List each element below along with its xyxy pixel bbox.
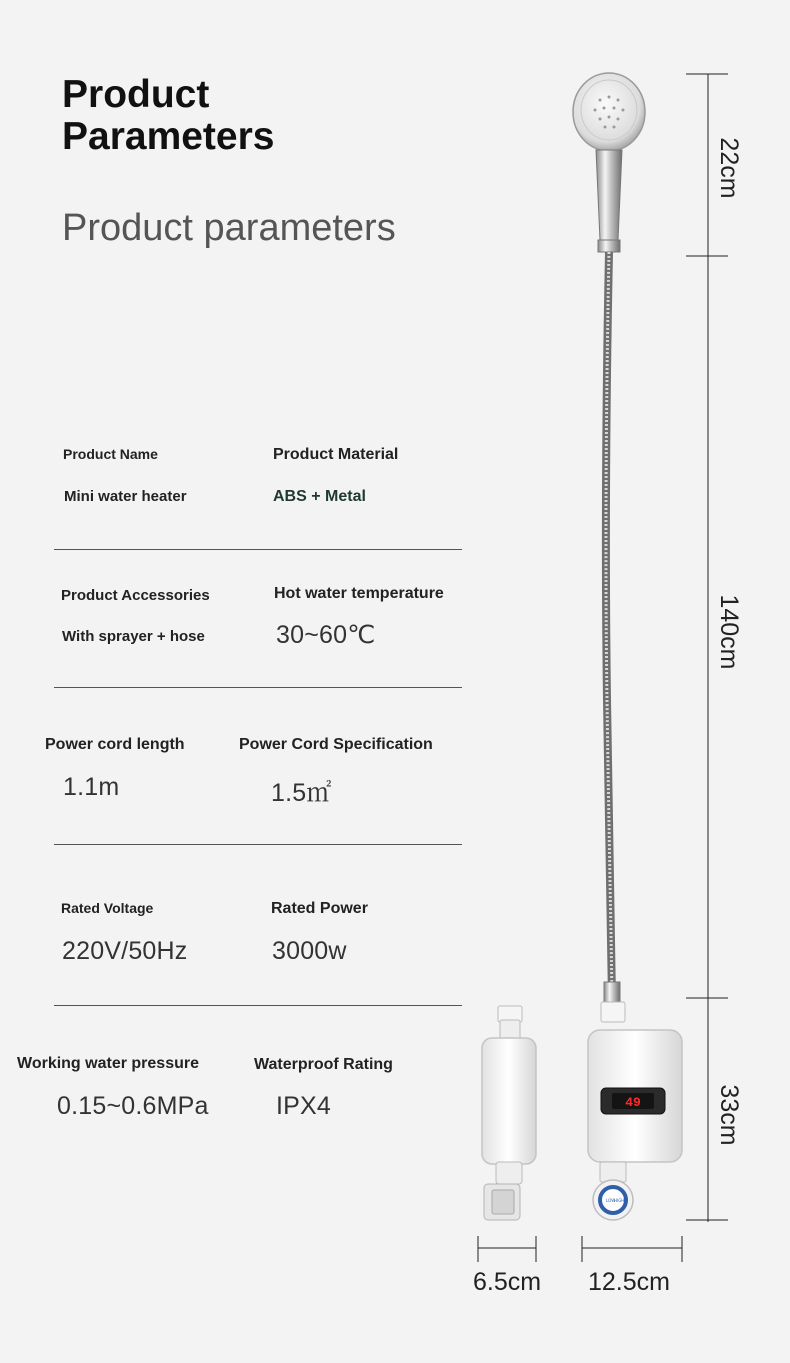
accessories-value: With sprayer + hose (62, 628, 205, 645)
heater-side-view (482, 1006, 536, 1220)
showerhead-height-label: 22cm (715, 137, 743, 199)
heater-front-view (588, 1002, 682, 1220)
product-name-value: Mini water heater (64, 488, 187, 505)
product-material-label: Product Material (273, 446, 399, 463)
power-label: Rated Power (271, 900, 368, 917)
shower-head (573, 73, 645, 252)
temperature-value: 30~60℃ (276, 621, 376, 649)
temperature-label: Hot water temperature (274, 585, 444, 602)
waterproof-label: Waterproof Rating (254, 1056, 393, 1073)
cord-spec-value: 1.5㎡ (271, 779, 332, 807)
voltage-label: Rated Voltage (61, 900, 154, 916)
heater-width-label: 12.5cm (588, 1268, 670, 1296)
product-name-label: Product Name (63, 446, 158, 462)
page-subtitle: Product parameters (62, 207, 396, 249)
voltage-value: 220V/50Hz (62, 937, 188, 965)
product-material-value: ABS + Metal (273, 488, 366, 505)
cord-spec-label: Power Cord Specification (239, 736, 433, 753)
power-value: 3000w (272, 937, 347, 965)
cord-length-label: Power cord length (45, 736, 185, 753)
knob-low-label: LOW (606, 1198, 616, 1203)
title-line-1: Product (62, 73, 210, 116)
heater-height-label: 33cm (715, 1084, 743, 1146)
shower-hose (604, 252, 620, 1004)
accessories-label: Product Accessories (61, 587, 210, 604)
heater-depth-label: 6.5cm (473, 1268, 542, 1296)
knob-high-label: HIGH (614, 1198, 625, 1203)
horizontal-dimension-lines (478, 1236, 682, 1262)
pressure-value: 0.15~0.6MPa (57, 1092, 209, 1120)
cord-length-value: 1.1m (63, 773, 120, 801)
waterproof-value: IPX4 (276, 1092, 331, 1120)
pressure-label: Working water pressure (17, 1055, 199, 1072)
title-line-2: Parameters (62, 115, 275, 158)
hose-length-label: 140cm (715, 594, 743, 670)
display-reading: 49 (625, 1095, 641, 1110)
